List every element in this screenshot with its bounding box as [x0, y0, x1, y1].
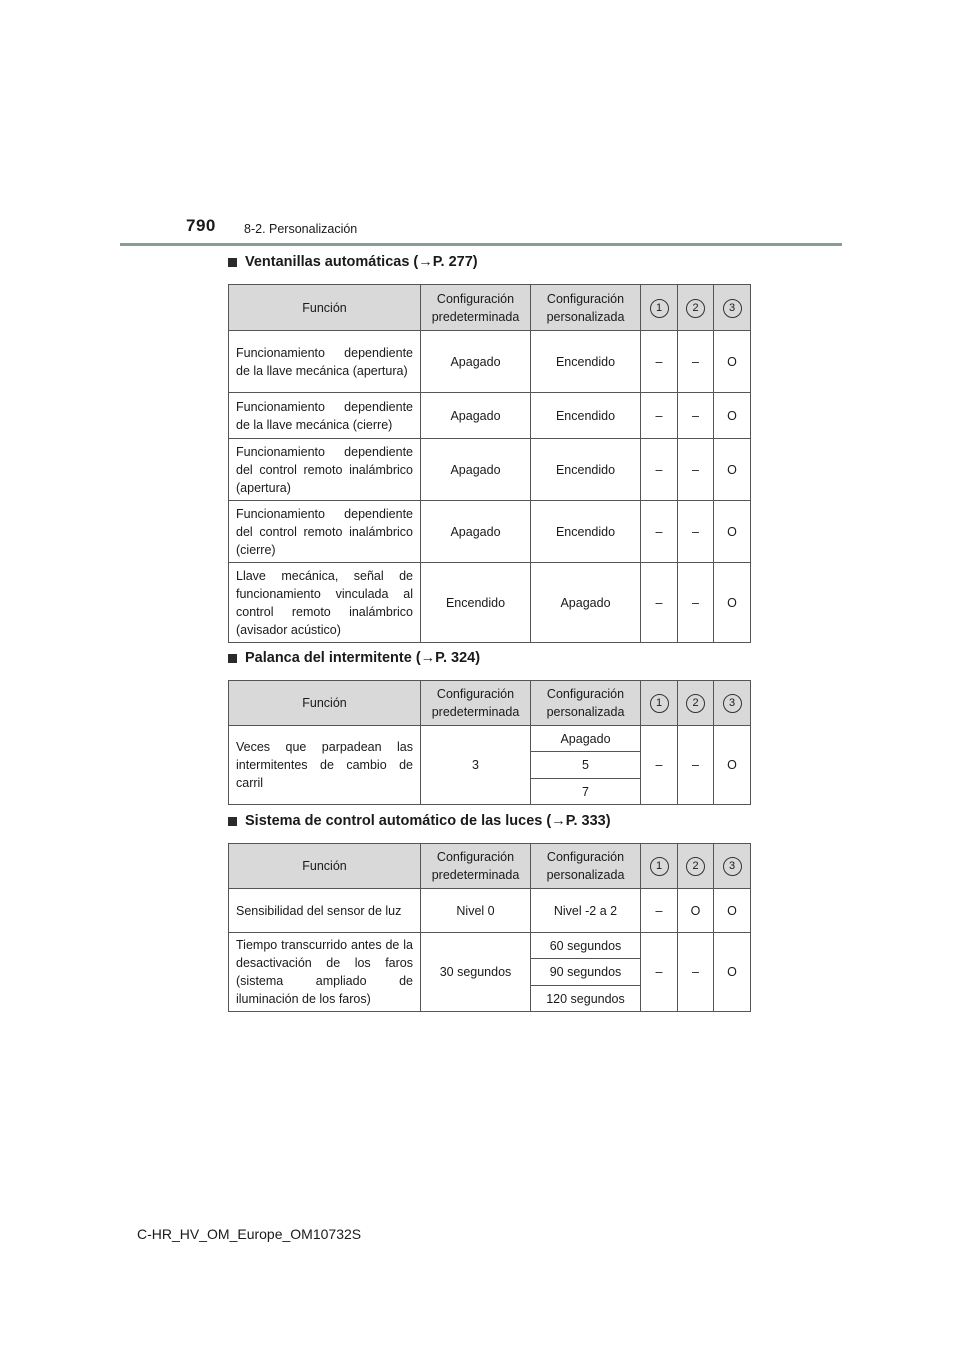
cell-2: –	[678, 393, 714, 439]
bullet-icon	[228, 654, 237, 663]
table-row	[229, 933, 751, 959]
cell-3: O	[714, 331, 751, 393]
cell-custom: 90 segundos	[531, 959, 641, 986]
circled-3-icon: 3	[723, 694, 742, 713]
table-header-row	[229, 844, 751, 889]
table-windows	[228, 284, 751, 643]
table-row	[229, 393, 751, 439]
cell-function: Funcionamiento dependiente de la llave mecánica (cierre)	[229, 393, 421, 439]
cell-3: O	[714, 393, 751, 439]
bullet-icon	[228, 817, 237, 826]
cell-3: O	[714, 501, 751, 563]
section-label: 8-2. Personalización	[244, 222, 358, 236]
cell-default: Nivel 0	[421, 889, 531, 933]
section-heading-turn-signal	[228, 650, 480, 666]
table-row	[229, 331, 751, 393]
circled-1-icon: 1	[650, 857, 669, 876]
circled-2-icon: 2	[686, 857, 705, 876]
col-function: Función	[229, 285, 421, 331]
cell-1: –	[641, 501, 678, 563]
col-3	[714, 681, 751, 726]
cell-function: Funcionamiento dependiente del control remoto inalámbrico (apertura)	[229, 439, 421, 501]
cell-2: –	[678, 726, 714, 805]
section-heading-auto-lights	[228, 813, 611, 829]
cell-3: O	[714, 933, 751, 1012]
cell-2: –	[678, 563, 714, 643]
cell-1: –	[641, 563, 678, 643]
circled-2-icon: 2	[686, 694, 705, 713]
cell-1: –	[641, 439, 678, 501]
col-function: Función	[229, 844, 421, 889]
cell-2: O	[678, 889, 714, 933]
cell-2: –	[678, 933, 714, 1012]
cell-3: O	[714, 889, 751, 933]
cell-function: Funcionamiento dependiente del control remoto inalámbrico (cierre)	[229, 501, 421, 563]
col-1	[641, 285, 678, 331]
cell-custom: 7	[531, 779, 641, 805]
cell-default: 3	[421, 726, 531, 805]
cell-1: –	[641, 933, 678, 1012]
cell-function: Funcionamiento dependiente de la llave mecánica (apertura)	[229, 331, 421, 393]
table-auto-lights	[228, 843, 751, 1012]
cell-2: –	[678, 439, 714, 501]
cell-1: –	[641, 393, 678, 439]
cell-1: –	[641, 726, 678, 805]
col-2	[678, 844, 714, 889]
col-default: Configuración predeterminada	[421, 681, 531, 726]
footer-doc-code: C-HR_HV_OM_Europe_OM10732S	[137, 1226, 362, 1242]
cell-2: –	[678, 501, 714, 563]
cell-custom: Encendido	[531, 501, 641, 563]
cell-custom: 60 segundos	[531, 933, 641, 959]
section-heading-windows	[228, 254, 478, 270]
cell-custom: Apagado	[531, 726, 641, 752]
cell-1: –	[641, 331, 678, 393]
col-default: Configuración predeterminada	[421, 844, 531, 889]
cell-custom: Apagado	[531, 563, 641, 643]
col-custom: Configuración personalizada	[531, 681, 641, 726]
cell-function: Sensibilidad del sensor de luz	[229, 889, 421, 933]
table-row	[229, 563, 751, 643]
cell-default: Apagado	[421, 393, 531, 439]
cell-custom: Encendido	[531, 393, 641, 439]
bullet-icon	[228, 258, 237, 267]
col-2	[678, 681, 714, 726]
section-title: Sistema de control automático de las luces (→P. 333)	[245, 813, 611, 829]
col-function: Función	[229, 681, 421, 726]
cell-default: Apagado	[421, 501, 531, 563]
cell-2: –	[678, 331, 714, 393]
circled-3-icon: 3	[723, 857, 742, 876]
circled-1-icon: 1	[650, 299, 669, 318]
cell-3: O	[714, 439, 751, 501]
col-3	[714, 844, 751, 889]
circled-1-icon: 1	[650, 694, 669, 713]
table-row	[229, 501, 751, 563]
col-custom: Configuración personalizada	[531, 285, 641, 331]
col-1	[641, 844, 678, 889]
cell-default: Encendido	[421, 563, 531, 643]
table-header-row	[229, 681, 751, 726]
table-turn-signal	[228, 680, 751, 805]
section-title: Ventanillas automáticas (→P. 277)	[245, 254, 478, 270]
col-default: Configuración predeterminada	[421, 285, 531, 331]
col-1	[641, 681, 678, 726]
cell-custom: Nivel -2 a 2	[531, 889, 641, 933]
col-2	[678, 285, 714, 331]
section-title: Palanca del intermitente (→P. 324)	[245, 650, 481, 666]
header-rule	[120, 243, 842, 246]
table-header-row	[229, 285, 751, 331]
cell-custom: Encendido	[531, 439, 641, 501]
cell-custom: Encendido	[531, 331, 641, 393]
cell-3: O	[714, 726, 751, 805]
cell-function: Llave mecánica, señal de funcionamiento vinculada al control remoto inalámbrico (avisador acústico)	[229, 563, 421, 643]
cell-function: Tiempo transcurrido antes de la desactivación de los faros (sistema ampliado de iluminación de los faros)	[229, 933, 421, 1012]
cell-function: Veces que parpadean las intermitentes de cambio de carril	[229, 726, 421, 805]
circled-2-icon: 2	[686, 299, 705, 318]
circled-3-icon: 3	[723, 299, 742, 318]
cell-default: Apagado	[421, 331, 531, 393]
col-3	[714, 285, 751, 331]
cell-default: 30 segundos	[421, 933, 531, 1012]
table-row	[229, 726, 751, 752]
table-row	[229, 889, 751, 933]
cell-3: O	[714, 563, 751, 643]
cell-custom: 120 segundos	[531, 986, 641, 1012]
page-number: 790	[186, 216, 216, 235]
cell-custom: 5	[531, 752, 641, 779]
col-custom: Configuración personalizada	[531, 844, 641, 889]
table-row	[229, 439, 751, 501]
cell-1: –	[641, 889, 678, 933]
cell-default: Apagado	[421, 439, 531, 501]
